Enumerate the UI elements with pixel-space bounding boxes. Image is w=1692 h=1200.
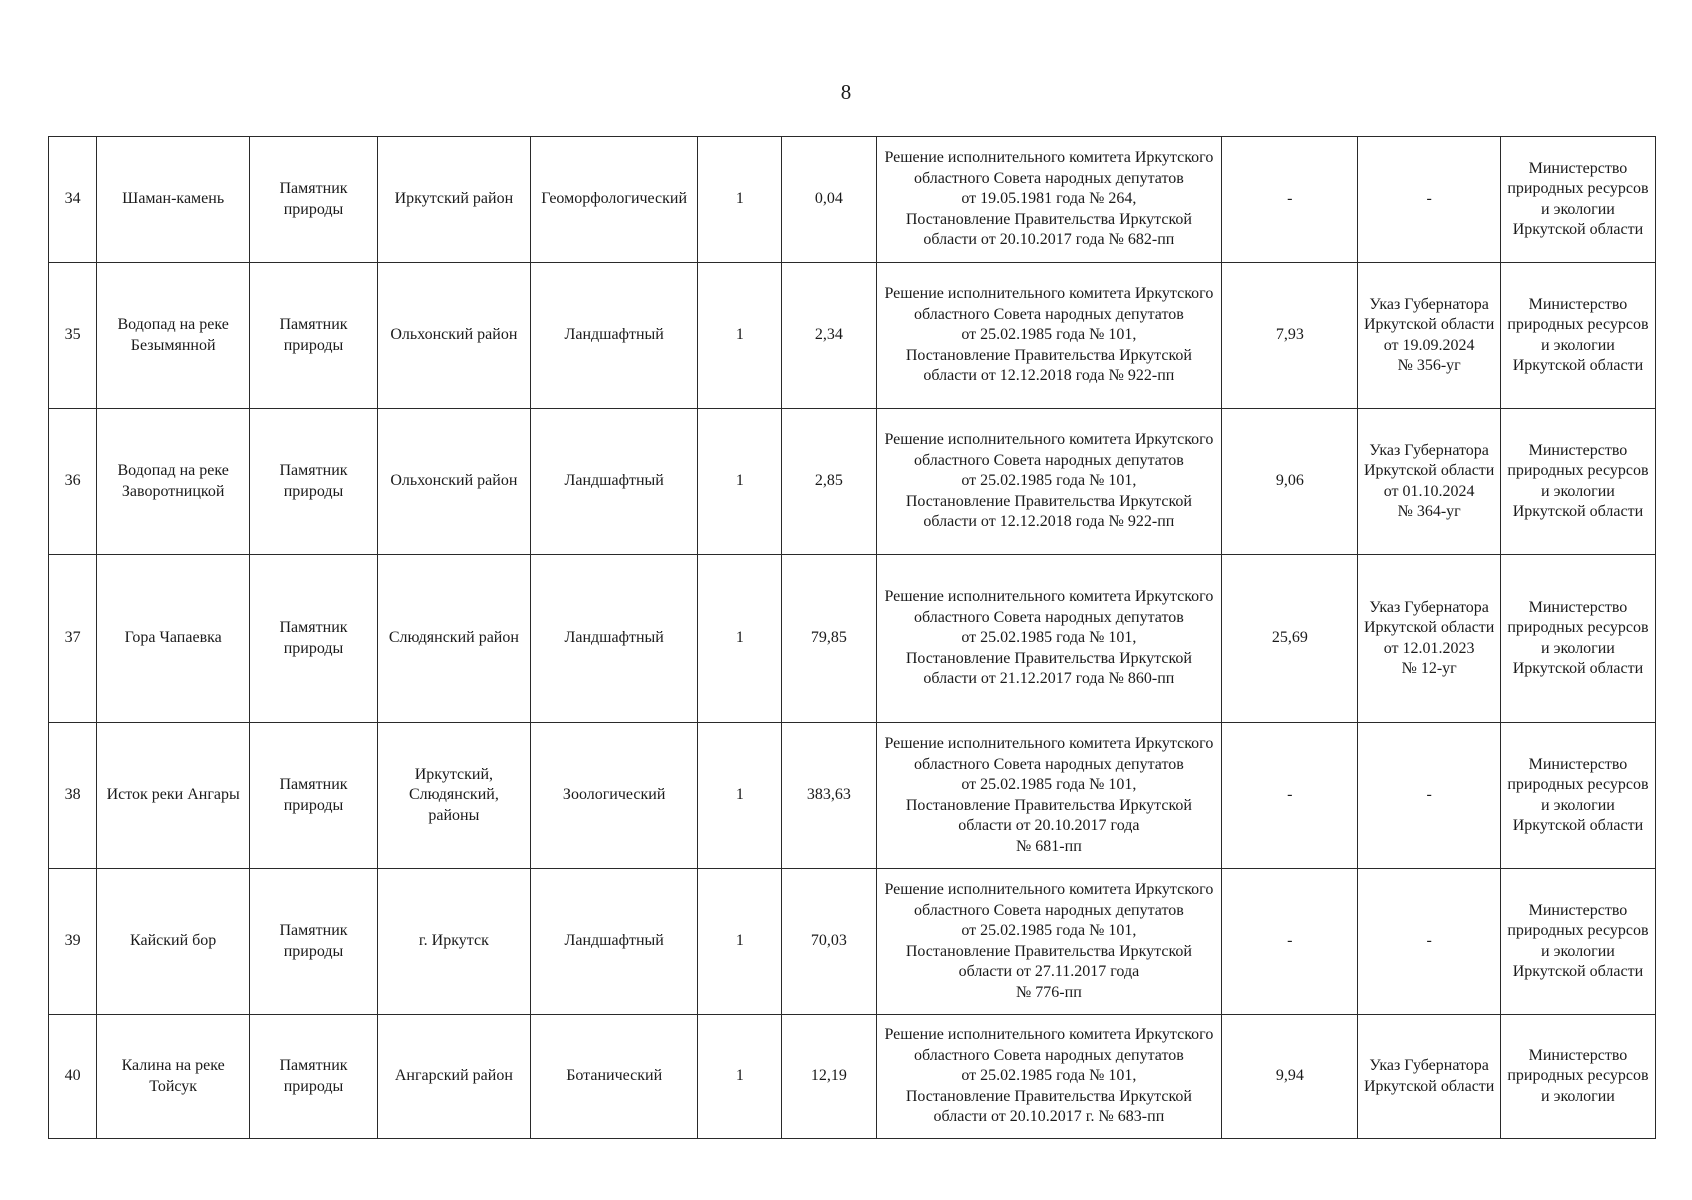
buffer-area-cell: - [1222,869,1358,1015]
object-name-cell: Водопад на реке Безымянной [97,263,250,409]
object-name-cell: Кайский бор [97,869,250,1015]
table-row [49,137,1656,263]
row-number-cell: 40 [49,1015,97,1139]
table-row [49,555,1656,723]
category-cell: Памятник природы [250,1015,378,1139]
district-cell: Слюдянский район [377,555,530,723]
agency-cell: Министерство природных ресурсов и экологии Иркутской области [1500,263,1655,409]
object-name-cell: Исток реки Ангары [97,723,250,869]
significance-cell: 1 [698,137,782,263]
significance-cell: 1 [698,555,782,723]
agency-cell: Министерство природных ресурсов и экологии Иркутской области [1500,869,1655,1015]
decree-cell: Указ Губернатора Иркутской области от 19.09.2024 № 356-уг [1358,263,1500,409]
area-cell: 12,19 [782,1015,876,1139]
category-cell: Памятник природы [250,555,378,723]
category-cell: Памятник природы [250,723,378,869]
table-row [49,1015,1656,1139]
documents-cell: Решение исполнительного комитета Иркутского областного Совета народных депутатов от 25.02.1985 года № 101, Постановление Правительства Иркутской области от 27.11.2017 года № 776-пп [876,869,1222,1015]
area-cell: 70,03 [782,869,876,1015]
object-name-cell: Калина на реке Тойсук [97,1015,250,1139]
buffer-area-cell: 25,69 [1222,555,1358,723]
area-cell: 79,85 [782,555,876,723]
table-row [49,409,1656,555]
area-cell: 2,34 [782,263,876,409]
documents-cell: Решение исполнительного комитета Иркутского областного Совета народных депутатов от 25.02.1985 года № 101, Постановление Правительства Иркутской области от 20.10.2017 года № 681-пп [876,723,1222,869]
profile-cell: Ландшафтный [530,263,698,409]
protected-areas-table [48,136,1656,1139]
agency-cell: Министерство природных ресурсов и экологии [1500,1015,1655,1139]
profile-cell: Зоологический [530,723,698,869]
buffer-area-cell: 7,93 [1222,263,1358,409]
decree-cell: Указ Губернатора Иркутской области [1358,1015,1500,1139]
buffer-area-cell: 9,94 [1222,1015,1358,1139]
object-name-cell: Водопад на реке Заворотницкой [97,409,250,555]
decree-cell: - [1358,869,1500,1015]
significance-cell: 1 [698,869,782,1015]
category-cell: Памятник природы [250,137,378,263]
agency-cell: Министерство природных ресурсов и экологии Иркутской области [1500,555,1655,723]
documents-cell: Решение исполнительного комитета Иркутского областного Совета народных депутатов от 19.05.1981 года № 264, Постановление Правительства Иркутской области от 20.10.2017 года № 682-пп [876,137,1222,263]
row-number-cell: 39 [49,869,97,1015]
district-cell: Иркутский, Слюдянский, районы [377,723,530,869]
decree-cell: Указ Губернатора Иркутской области от 01.10.2024 № 364-уг [1358,409,1500,555]
decree-cell: Указ Губернатора Иркутской области от 12.01.2023 № 12-уг [1358,555,1500,723]
table-row [49,263,1656,409]
agency-cell: Министерство природных ресурсов и экологии Иркутской области [1500,137,1655,263]
category-cell: Памятник природы [250,409,378,555]
object-name-cell: Шаман-камень [97,137,250,263]
agency-cell: Министерство природных ресурсов и экологии Иркутской области [1500,409,1655,555]
profile-cell: Ландшафтный [530,555,698,723]
row-number-cell: 38 [49,723,97,869]
row-number-cell: 37 [49,555,97,723]
profile-cell: Ботанический [530,1015,698,1139]
row-number-cell: 34 [49,137,97,263]
page-number: 8 [840,80,852,104]
district-cell: Ольхонский район [377,409,530,555]
buffer-area-cell: - [1222,723,1358,869]
significance-cell: 1 [698,723,782,869]
district-cell: г. Иркутск [377,869,530,1015]
row-number-cell: 35 [49,263,97,409]
table-body [49,137,1656,1139]
district-cell: Ангарский район [377,1015,530,1139]
significance-cell: 1 [698,263,782,409]
profile-cell: Ландшафтный [530,409,698,555]
significance-cell: 1 [698,409,782,555]
category-cell: Памятник природы [250,869,378,1015]
area-cell: 383,63 [782,723,876,869]
profile-cell: Ландшафтный [530,869,698,1015]
area-cell: 0,04 [782,137,876,263]
district-cell: Иркутский район [377,137,530,263]
object-name-cell: Гора Чапаевка [97,555,250,723]
table-row [49,869,1656,1015]
category-cell: Памятник природы [250,263,378,409]
table-row [49,723,1656,869]
decree-cell: - [1358,137,1500,263]
significance-cell: 1 [698,1015,782,1139]
decree-cell: - [1358,723,1500,869]
documents-cell: Решение исполнительного комитета Иркутского областного Совета народных депутатов от 25.02.1985 года № 101, Постановление Правительства Иркутской области от 12.12.2018 года № 922-пп [876,263,1222,409]
buffer-area-cell: 9,06 [1222,409,1358,555]
district-cell: Ольхонский район [377,263,530,409]
documents-cell: Решение исполнительного комитета Иркутского областного Совета народных депутатов от 25.02.1985 года № 101, Постановление Правительства Иркутской области от 21.12.2017 года № 860-пп [876,555,1222,723]
profile-cell: Геоморфологический [530,137,698,263]
buffer-area-cell: - [1222,137,1358,263]
documents-cell: Решение исполнительного комитета Иркутского областного Совета народных депутатов от 25.02.1985 года № 101, Постановление Правительства Иркутской области от 20.10.2017 г. № 683-пп [876,1015,1222,1139]
row-number-cell: 36 [49,409,97,555]
agency-cell: Министерство природных ресурсов и экологии Иркутской области [1500,723,1655,869]
documents-cell: Решение исполнительного комитета Иркутского областного Совета народных депутатов от 25.02.1985 года № 101, Постановление Правительства Иркутской области от 12.12.2018 года № 922-пп [876,409,1222,555]
area-cell: 2,85 [782,409,876,555]
